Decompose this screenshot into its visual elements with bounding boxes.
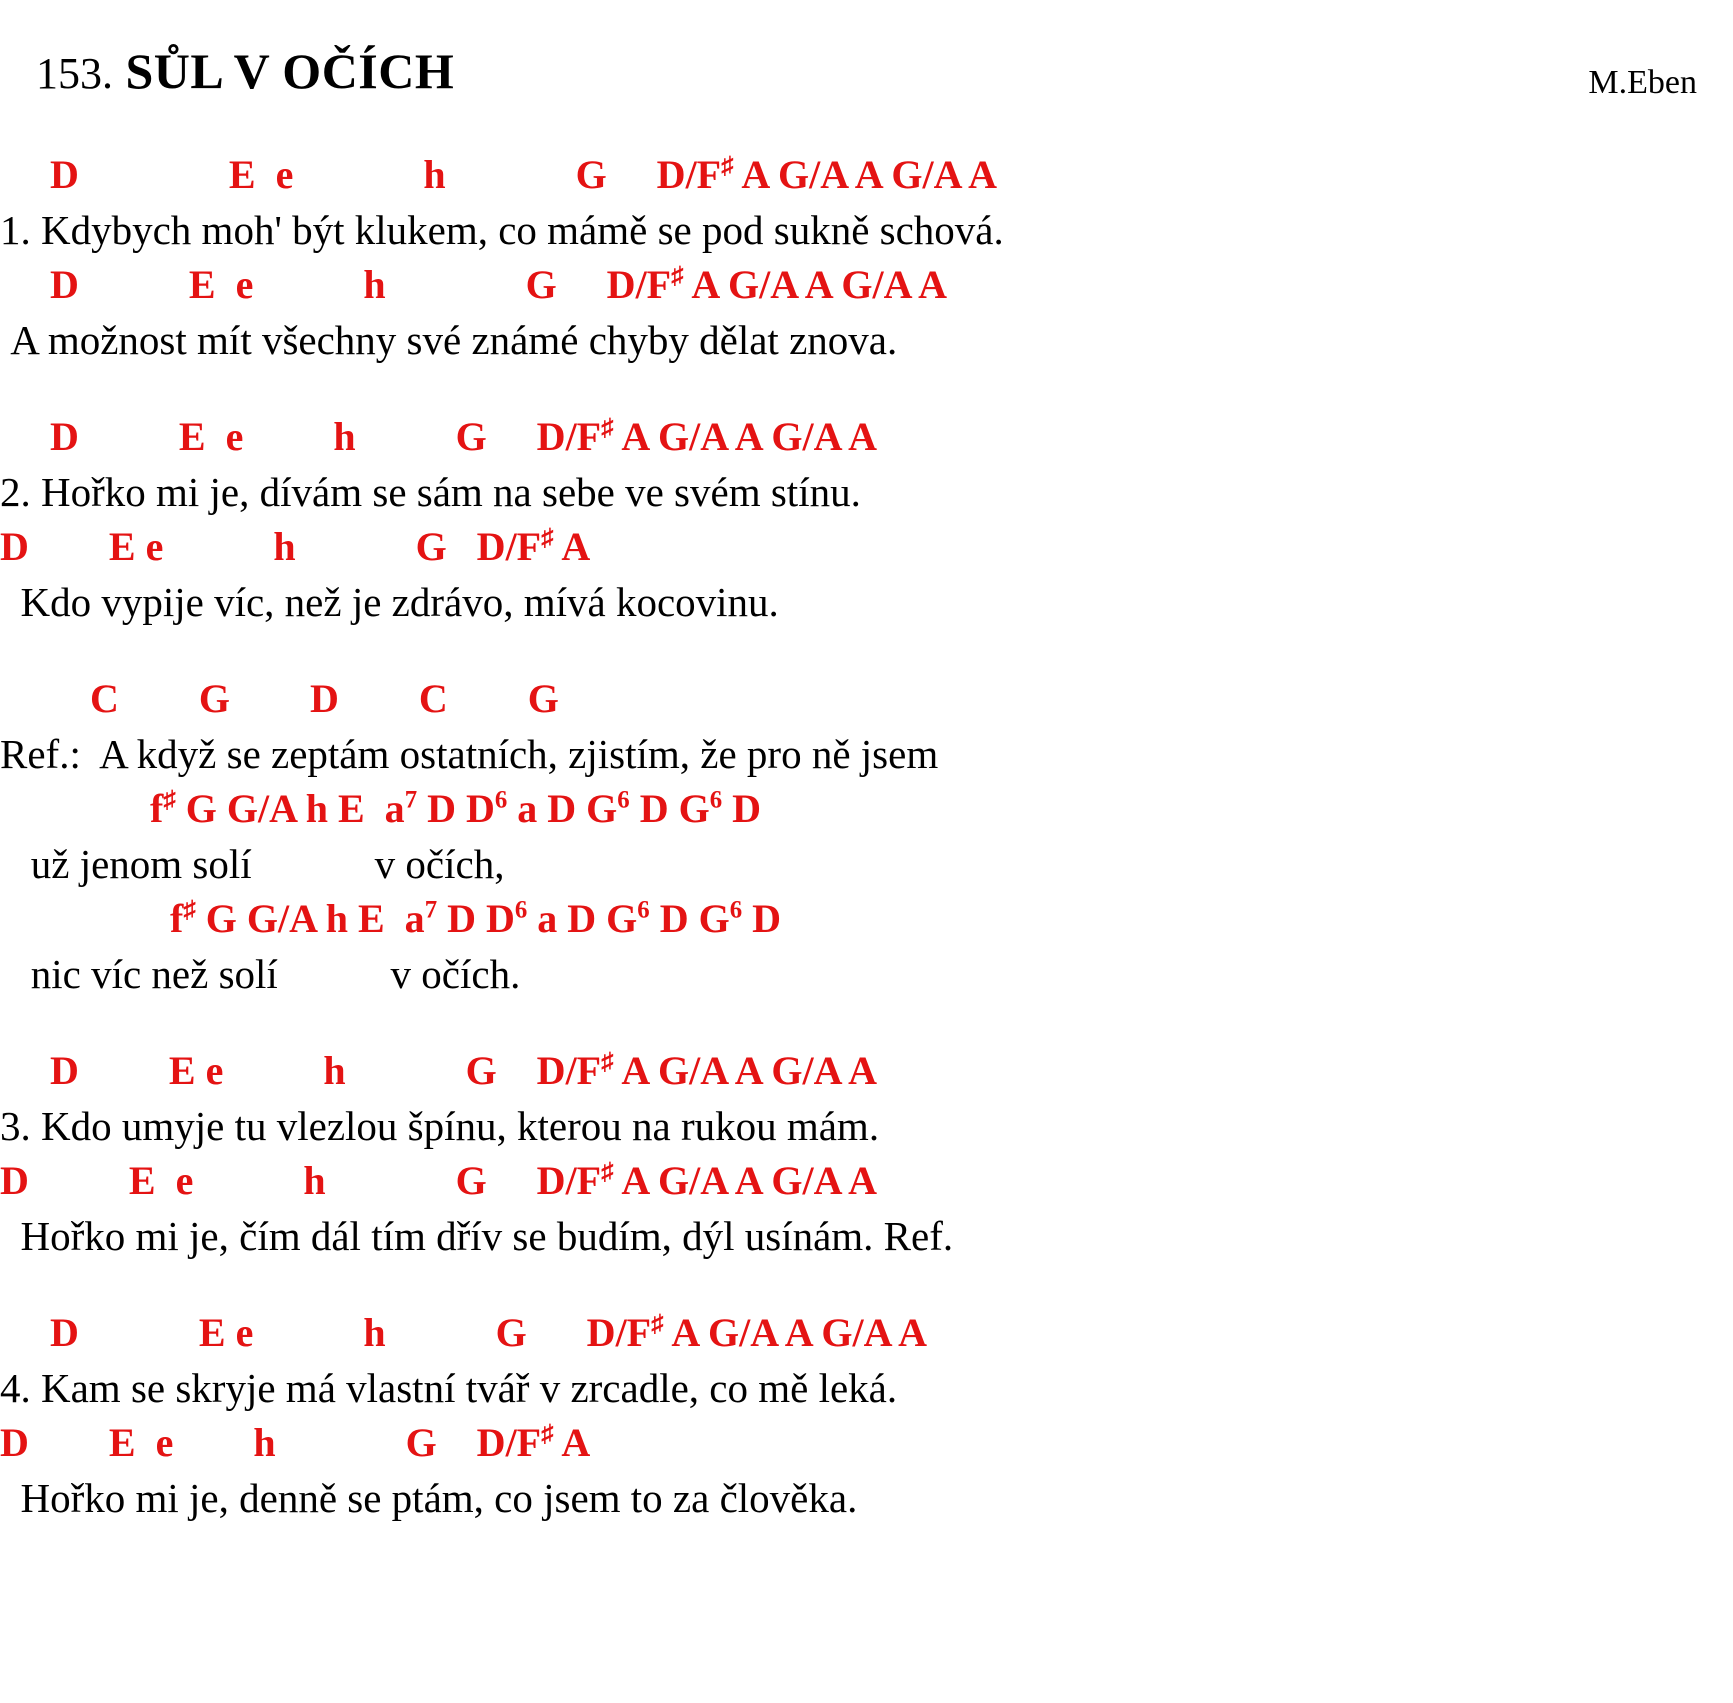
- chord-line: f♯ G G/A h E $a^7$ D $D^6$ a D $G^6$ D $G^6$ D: [0, 896, 781, 941]
- lyric-line: už jenom solí v očích,: [0, 841, 505, 887]
- song-block: [0, 148, 1733, 368]
- page-title: [36, 43, 455, 99]
- chord-line: D E e h G D/F♯ A: [0, 1420, 591, 1465]
- song-block: [0, 672, 1733, 1002]
- song-number: 153.: [36, 49, 113, 98]
- chord-line: f♯ G G/A h E $a^7$ D $D^6$ a D $G^6$ D $G^6$ D: [0, 786, 761, 831]
- song-block: [0, 1044, 1733, 1264]
- chord-line: D E e h G D/F♯ A G/A A G/A A: [0, 262, 947, 307]
- lyric-line: Kdo vypije víc, než je zdrávo, mívá kocovinu.: [0, 579, 779, 625]
- chord-line: D E e h G D/F♯ A G/A A G/A A: [0, 1310, 927, 1355]
- chord-line: D E e h G D/F♯ A G/A A G/A A: [0, 152, 997, 197]
- songbook-page: [0, 43, 1733, 1703]
- chord-line: C G D C G: [0, 676, 559, 721]
- song-block: [0, 410, 1733, 630]
- chord-line: D E e h G D/F♯ A: [0, 524, 591, 569]
- lyric-line: A možnost mít všechny své známé chyby dělat znova.: [0, 317, 898, 363]
- song-author: M.Eben: [1588, 64, 1697, 101]
- song-block: [0, 1306, 1733, 1526]
- chord-line: D E e h G D/F♯ A G/A A G/A A: [0, 414, 877, 459]
- lyric-line: 3. Kdo umyje tu vlezlou špínu, kterou na rukou mám.: [0, 1103, 880, 1149]
- lyric-line: Ref.: A když se zeptám ostatních, zjistím, že pro ně jsem: [0, 731, 939, 777]
- chord-line: D E e h G D/F♯ A G/A A G/A A: [0, 1048, 877, 1093]
- page-header: [0, 43, 1733, 142]
- lyric-line: 2. Hořko mi je, dívám se sám na sebe ve svém stínu.: [0, 469, 861, 515]
- lyric-line: 1. Kdybych moh' být klukem, co mámě se pod sukně schová.: [0, 207, 1004, 253]
- chord-line: D E e h G D/F♯ A G/A A G/A A: [0, 1158, 877, 1203]
- lyric-line: nic víc než solí v očích.: [0, 951, 521, 997]
- lyric-line: Hořko mi je, čím dál tím dřív se budím, dýl usínám. Ref.: [0, 1213, 954, 1259]
- song-name: SŮL V OČÍCH: [125, 43, 455, 99]
- lyric-line: 4. Kam se skryje má vlastní tvář v zrcadle, co mě leká.: [0, 1365, 898, 1411]
- song-body: [0, 148, 1733, 1526]
- lyric-line: Hořko mi je, denně se ptám, co jsem to za člověka.: [0, 1475, 858, 1521]
